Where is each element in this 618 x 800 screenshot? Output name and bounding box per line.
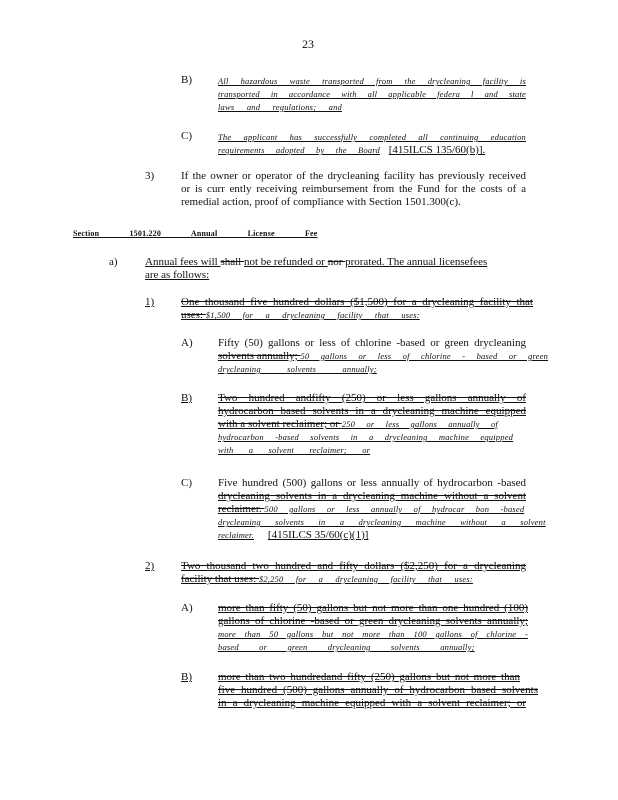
sub-1a-line-1: Fifty (50) gallons or less of chlorine -based or green drycleaning [218,337,526,349]
sub-1b-line-5: with a solvent reclaimer; or [218,445,371,455]
item-1-struck-uses: uses: [181,309,206,321]
sub-1c-paragraph [218,477,546,542]
item-a-line-1 [145,256,525,269]
item-2-paragraph [181,560,526,586]
item-c-line-2-text: requirements adopted by the Board [218,145,380,155]
sub-1c-label: C) [181,477,192,489]
item-b-waste-paragraph [218,75,526,114]
sub-1a-line-2 [218,350,549,363]
sub-2a-paragraph [218,602,528,654]
sub-1a-paragraph [218,337,549,376]
item-b-line-3: laws and regulations; and [218,102,342,112]
item-3-line-1: If the owner or operator of the drycleaning facility has previously received [181,170,526,182]
sub-2a-line-4: based or green drycleaning solvents annually; [218,642,475,652]
sub-2a-label: A) [181,602,193,614]
sub-1c-line-2: drycleaning solvents in a drycleaning machine without a solvent [218,490,526,502]
sub-1a-label: A) [181,337,193,349]
item-c-line-2 [218,144,526,157]
sub-1b-new-text-1: 250 or less gallons annually of [341,419,498,429]
item-a-text-2: not be refunded or [243,256,328,268]
item-1-line-2 [181,309,533,322]
section-heading: Section 1501.220 Annual License Fee [73,229,318,238]
sub-1c-new-text-3: reclaimer. [218,530,254,540]
item-2-line-2 [181,573,526,586]
sub-1b-label: B) [181,392,192,404]
item-3-paragraph [181,170,526,209]
item-b-label: B) [181,74,192,86]
item-1-new-text: $1,500 for a drycleaning facility that uses: [205,310,420,320]
item-1-paragraph [181,296,533,322]
sub-2a-line-1: more than fifty (50) gallons but not more than one hundred (100) [218,602,528,614]
sub-1a-line-3: drycleaning solvents annually; [218,364,377,374]
sub-1a-struck-text: solvents annually; [218,350,301,362]
item-c-education-paragraph [218,131,526,157]
sub-1a-new-text: 50 gallons or less of chlorine - based or green [300,351,549,361]
sub-2b-line-2: five hundred (500) gallons annually of hydrocarbon based solvents [218,684,538,696]
item-b-line-1: All hazardous waste transported from the drycleaning facility is [218,76,526,86]
item-a-paragraph [145,256,525,282]
item-2-struck-text: facility that uses: [181,573,259,585]
sub-1b-line-4: hydrocarbon -based solvents in a drycleaning machine equipped [218,432,514,442]
sub-2b-line-3: in a drycleaning machine equipped with a solvent reclaimer; or [218,697,526,709]
sub-2a-line-3: more than 50 gallons but not more than 100 gallons of chlorine - [218,629,528,639]
sub-1b-line-1: Two hundred andfifty (250) or less gallons annually of [218,392,526,404]
sub-1b-line-3 [218,418,526,431]
item-a-label: a) [109,256,118,268]
sub-1b-struck-text: with a solvent reclaimer; or [218,418,342,430]
sub-1c-line-4: drycleaning solvents in a drycleaning machine without a solvent [218,517,546,527]
item-a-line-2: are as follows: [145,269,210,281]
item-3-line-3: remedial action, proof of compliance with Section 1501.300(c). [181,196,461,208]
sub-1c-struck-text: reclaimer. [218,503,265,515]
item-a-text-3: prorated. The annual licensefees [345,256,488,268]
page-number: 23 [302,37,314,51]
item-2-line-1: Two thousand two hundred and fifty dollars ($2,250) for a drycleaning [181,560,526,572]
sub-1c-citation: [415ILCS 35/60(c)(1)] [267,529,369,541]
item-1-line-1: One thousand five hundred dollars ($1,500) for a drycleaning facility that [181,296,533,308]
item-a-struck-nor: nor [327,256,346,268]
item-2-label: 2) [145,560,155,572]
item-c-label: C) [181,130,192,142]
sub-2b-label: B) [181,671,192,683]
item-3-line-2: or is curr ently receiving reimbursement from the Fund for the costs of a [181,183,526,195]
item-a-struck-shall: shall [220,256,244,268]
item-a-text-1: Annual fees will [145,256,221,268]
sub-2a-line-2: gallons of chlorine -based or green drycleaning solvents annually; [218,615,528,627]
sub-1c-new-text-1: 500 gallons or less annually of hydrocar bon -based [264,504,525,514]
sub-1b-paragraph [218,392,526,457]
item-c-line-1: The applicant has successfully completed all continuing education [218,132,526,142]
sub-1b-line-2: hydrocarbon based solvents in a drycleaning machine equipped [218,405,526,417]
item-3-label: 3) [145,170,155,182]
item-b-line-2: transported in accordance with all applicable federa l and state [218,89,526,99]
sub-1c-line-1: Five hundred (500) gallons or less annually of hydrocarbon -based [218,477,526,489]
sub-1c-line-5 [218,529,526,542]
item-c-citation: [415ILCS 135/60(b)]. [388,144,486,156]
item-2-new-text: $2,250 for a drycleaning facility that uses: [258,574,473,584]
sub-2b-line-1: more than two hundredand fifty (250) gallons but not more than [218,671,520,683]
sub-2b-paragraph [218,671,538,710]
item-1-label: 1) [145,296,155,308]
sub-1c-line-3 [218,503,526,516]
